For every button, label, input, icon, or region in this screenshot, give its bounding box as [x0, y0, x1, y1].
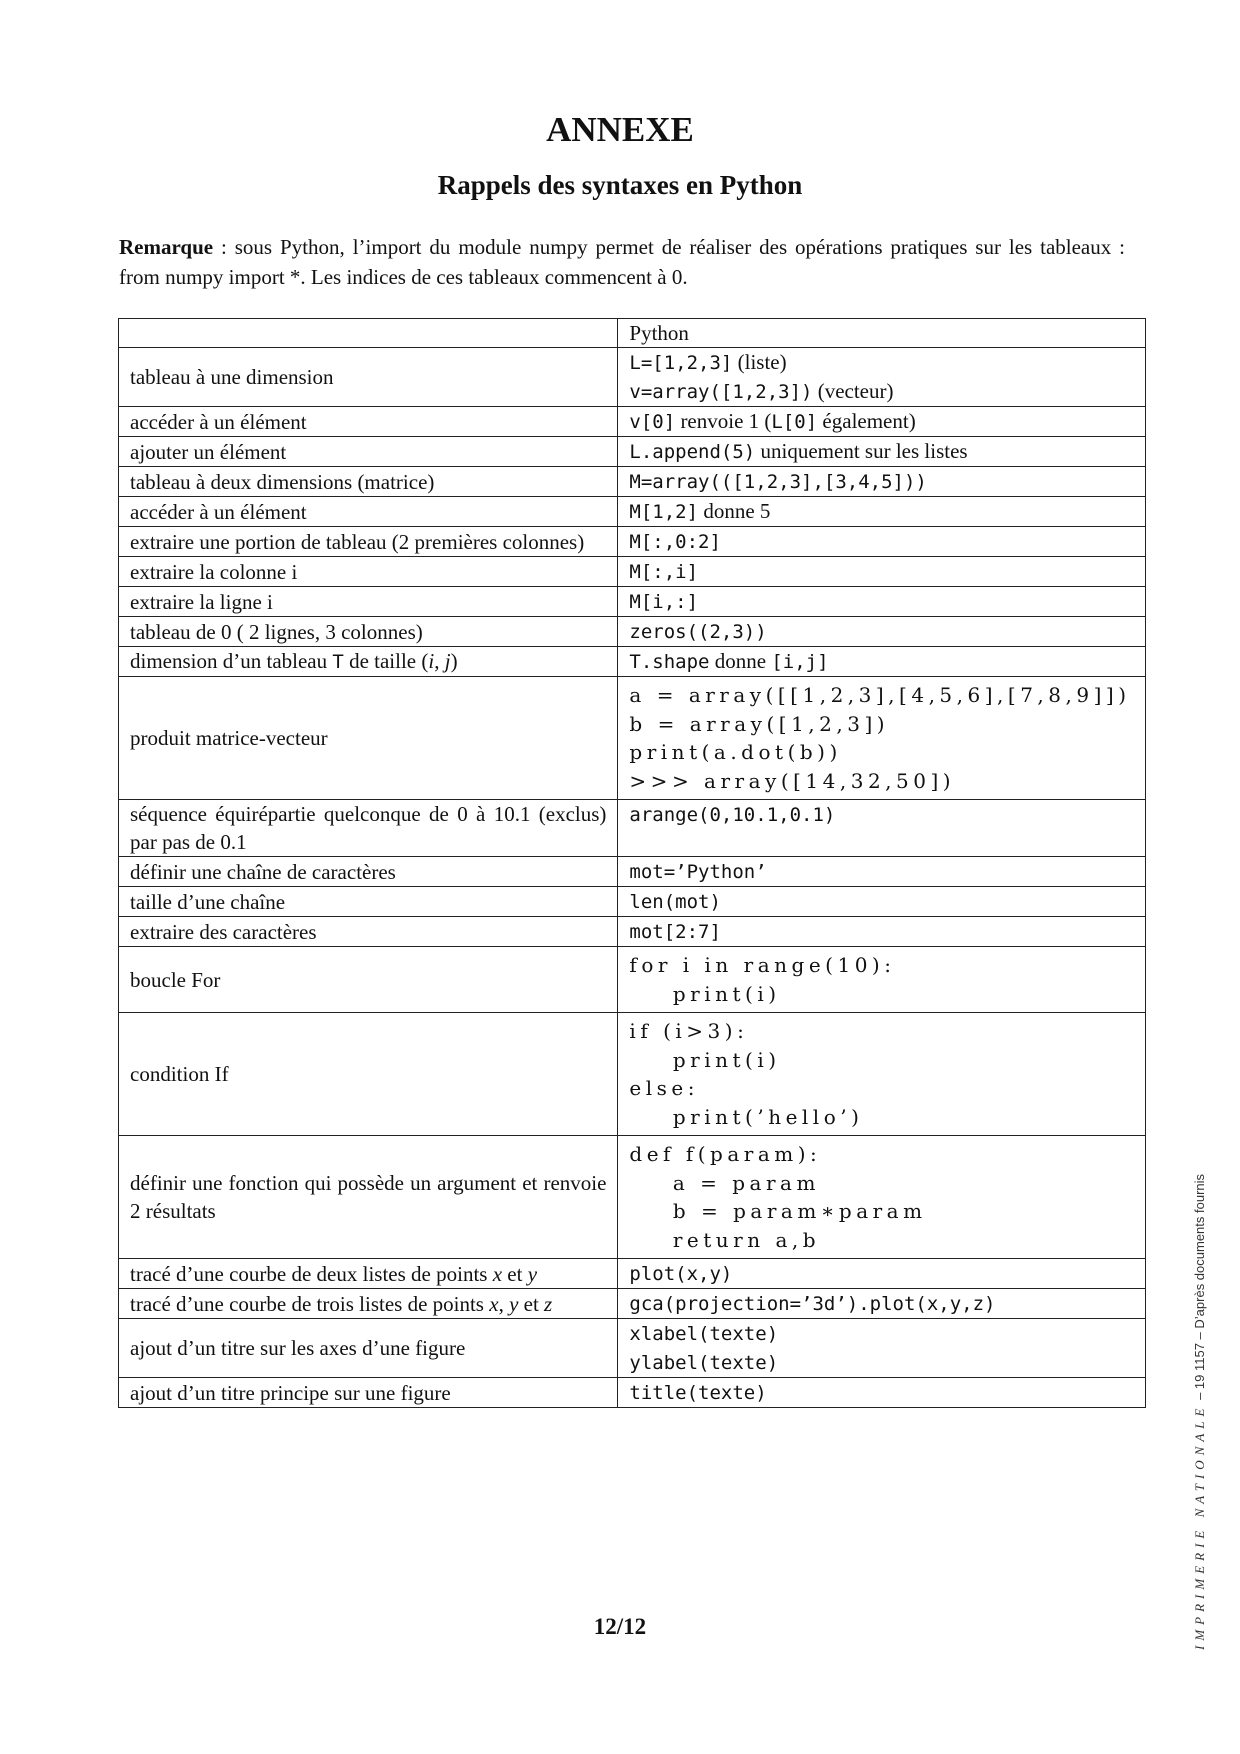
- label-var: x: [492, 1261, 503, 1286]
- row-python: [618, 467, 1146, 497]
- table-row: [119, 647, 1146, 677]
- row-label: condition If: [119, 1013, 618, 1136]
- code-snippet: ylabel(texte): [629, 1352, 779, 1374]
- row-label: séquence équirépartie quelconque de 0 à 10.1 (exclus) par pas de 0.1: [119, 800, 618, 857]
- label-text: et: [502, 1261, 528, 1286]
- code-snippet: arange(0,10.1,0.1): [629, 804, 836, 826]
- row-label: définir une fonction qui possède un argument et renvoie 2 résultats: [119, 1136, 618, 1259]
- code-snippet: [i,j]: [771, 651, 829, 673]
- remark-text: : sous Python, l’import du module numpy permet de réaliser des opérations pratiques sur les tableaux : from numpy import *. Les indices de ces tableaux commencent à 0.: [119, 235, 1125, 289]
- table-row: [119, 947, 1146, 1013]
- code-snippet: L.append(5): [629, 441, 756, 463]
- code-snippet: zeros((2,3)): [629, 621, 767, 643]
- row-label: extraire des caractères: [119, 917, 618, 947]
- row-python: [618, 1136, 1146, 1259]
- code-line: b = param∗param: [629, 1199, 927, 1223]
- code-snippet: plot(x,y): [629, 1263, 733, 1285]
- row-python: [618, 1378, 1146, 1408]
- label-text: tracé d’une courbe de deux listes de points: [130, 1261, 493, 1286]
- table-row: [119, 677, 1146, 800]
- code-snippet: len(mot): [629, 891, 721, 913]
- row-label: extraire une portion de tableau (2 premières colonnes): [119, 527, 618, 557]
- table-row: [119, 617, 1146, 647]
- code-snippet: v=array([1,2,3]): [629, 381, 813, 403]
- label-text: de taille (: [343, 649, 429, 673]
- label-text: ,: [498, 1291, 510, 1316]
- table-row: [119, 917, 1146, 947]
- code-line: if (i>3):: [629, 1019, 749, 1043]
- code-line: return a,b: [629, 1227, 821, 1252]
- code-line: for i in range(10):: [629, 953, 896, 977]
- table-row: [119, 557, 1146, 587]
- page-title: ANNEXE: [546, 110, 694, 149]
- row-label: tableau de 0 ( 2 lignes, 3 colonnes): [119, 617, 618, 647]
- row-python: [618, 917, 1146, 947]
- remark-label: Remarque: [119, 235, 214, 259]
- row-python: [618, 527, 1146, 557]
- code-snippet: v[0]: [629, 411, 676, 433]
- row-label: ajout d’un titre sur les axes d’une figure: [119, 1319, 618, 1378]
- table-row: [119, 587, 1146, 617]
- header-python-cell: Python: [618, 319, 1146, 348]
- row-label: extraire la colonne i: [119, 557, 618, 587]
- row-python: [618, 1319, 1146, 1378]
- row-python: [618, 647, 1146, 677]
- row-python: [618, 437, 1146, 467]
- label-text: dimension d’un tableau: [130, 649, 333, 673]
- row-python: [618, 557, 1146, 587]
- row-python: [618, 1289, 1146, 1319]
- code-snippet: M[1,2]: [629, 501, 699, 523]
- code-snippet: L[0]: [771, 411, 818, 433]
- row-label: extraire la ligne i: [119, 587, 618, 617]
- code-snippet: M[:,i]: [629, 561, 699, 583]
- table-row: [119, 800, 1146, 857]
- label-var: y: [509, 1291, 519, 1316]
- row-python: [618, 887, 1146, 917]
- row-label: [119, 1259, 618, 1289]
- row-label: définir une chaîne de caractères: [119, 857, 618, 887]
- row-label: accéder à un élément: [119, 407, 618, 437]
- code-comment: (vecteur): [812, 379, 894, 403]
- table-row: [119, 1136, 1146, 1259]
- printer-side-note: [1192, 1174, 1208, 1650]
- table-header-row: [119, 319, 1146, 348]
- table-row: [119, 857, 1146, 887]
- page-number: 12/12: [593, 1614, 647, 1639]
- table-row: [119, 1259, 1146, 1289]
- code-line: print(i): [629, 1047, 781, 1072]
- code-comment: également): [817, 409, 916, 433]
- label-var: i: [428, 649, 435, 673]
- table-row: [119, 527, 1146, 557]
- code-snippet: L=[1,2,3]: [629, 352, 733, 374]
- code-line: a = param: [629, 1170, 820, 1195]
- table-row: [119, 1013, 1146, 1136]
- label-var: y: [527, 1261, 538, 1286]
- row-label: produit matrice-vecteur: [119, 677, 618, 800]
- row-python: [618, 800, 1146, 857]
- label-text: tracé d’une courbe de trois listes de points: [130, 1291, 490, 1316]
- code-snippet: M[:,0:2]: [629, 531, 721, 553]
- row-label: tableau à deux dimensions (matrice): [119, 467, 618, 497]
- row-python: [618, 1259, 1146, 1289]
- row-python: [618, 857, 1146, 887]
- table-row: [119, 1319, 1146, 1378]
- table-row: [119, 467, 1146, 497]
- code-line: b = array([1,2,3]): [629, 711, 890, 736]
- code-snippet: T.shape: [629, 651, 710, 673]
- code-snippet: mot[2:7]: [629, 921, 721, 943]
- label-var: z: [544, 1291, 553, 1316]
- row-label: accéder à un élément: [119, 497, 618, 527]
- row-python: [618, 348, 1146, 407]
- label-code: T: [332, 651, 344, 673]
- code-snippet: title(texte): [629, 1382, 767, 1404]
- code-line: print(i): [629, 981, 781, 1006]
- table-row: [119, 407, 1146, 437]
- header-empty-cell: [119, 319, 618, 348]
- row-python: [618, 947, 1146, 1013]
- printer-ref: – 19 1157 – D’après documents fournis: [1192, 1173, 1207, 1404]
- row-python: [618, 587, 1146, 617]
- row-label: [119, 647, 618, 677]
- page-subtitle: Rappels des syntaxes en Python: [437, 170, 803, 200]
- code-line: print(’hello’): [629, 1104, 864, 1129]
- label-text: et: [518, 1291, 545, 1316]
- row-python: [618, 1013, 1146, 1136]
- printer-name: IMPRIMERIE NATIONALE: [1192, 1403, 1207, 1650]
- code-line: print(a.dot(b)): [629, 740, 842, 764]
- row-python: [618, 497, 1146, 527]
- label-var: j: [444, 649, 451, 673]
- table-row: [119, 887, 1146, 917]
- row-python: [618, 407, 1146, 437]
- label-text: ,: [434, 649, 445, 673]
- table-row: [119, 497, 1146, 527]
- row-label: tableau à une dimension: [119, 348, 618, 407]
- label-var: x: [489, 1291, 499, 1316]
- code-comment: uniquement sur les listes: [755, 439, 968, 463]
- python-syntax-table: [118, 318, 1146, 1408]
- code-line: a = array([[1,2,3],[4,5,6],[7,8,9]]): [629, 683, 1131, 707]
- code-comment: (liste): [732, 350, 787, 374]
- row-label: ajouter un élément: [119, 437, 618, 467]
- code-snippet: M[i,:]: [629, 591, 699, 613]
- code-line: else:: [629, 1076, 699, 1100]
- code-comment: donne 5: [698, 499, 771, 523]
- row-label: taille d’une chaîne: [119, 887, 618, 917]
- code-comment: donne: [709, 649, 772, 673]
- table-row: [119, 348, 1146, 407]
- table-row: [119, 1378, 1146, 1408]
- code-comment: renvoie 1 (: [675, 409, 772, 433]
- row-label: ajout d’un titre principe sur une figure: [119, 1378, 618, 1408]
- row-label: boucle For: [119, 947, 618, 1013]
- code-snippet: M=array(([1,2,3],[3,4,5])): [629, 471, 927, 493]
- code-line: def f(param):: [629, 1142, 822, 1166]
- code-snippet: mot=’Python’: [629, 861, 767, 883]
- remark-paragraph: [119, 232, 1125, 292]
- table-row: [119, 1289, 1146, 1319]
- row-label: [119, 1289, 618, 1319]
- label-text: ): [450, 649, 458, 673]
- table-row: [119, 437, 1146, 467]
- code-line: >>> array([14,32,50]): [629, 768, 956, 793]
- code-snippet: gca(projection=’3d’).plot(x,y,z): [629, 1293, 996, 1315]
- row-python: [618, 617, 1146, 647]
- row-python: [618, 677, 1146, 800]
- code-snippet: xlabel(texte): [629, 1323, 779, 1345]
